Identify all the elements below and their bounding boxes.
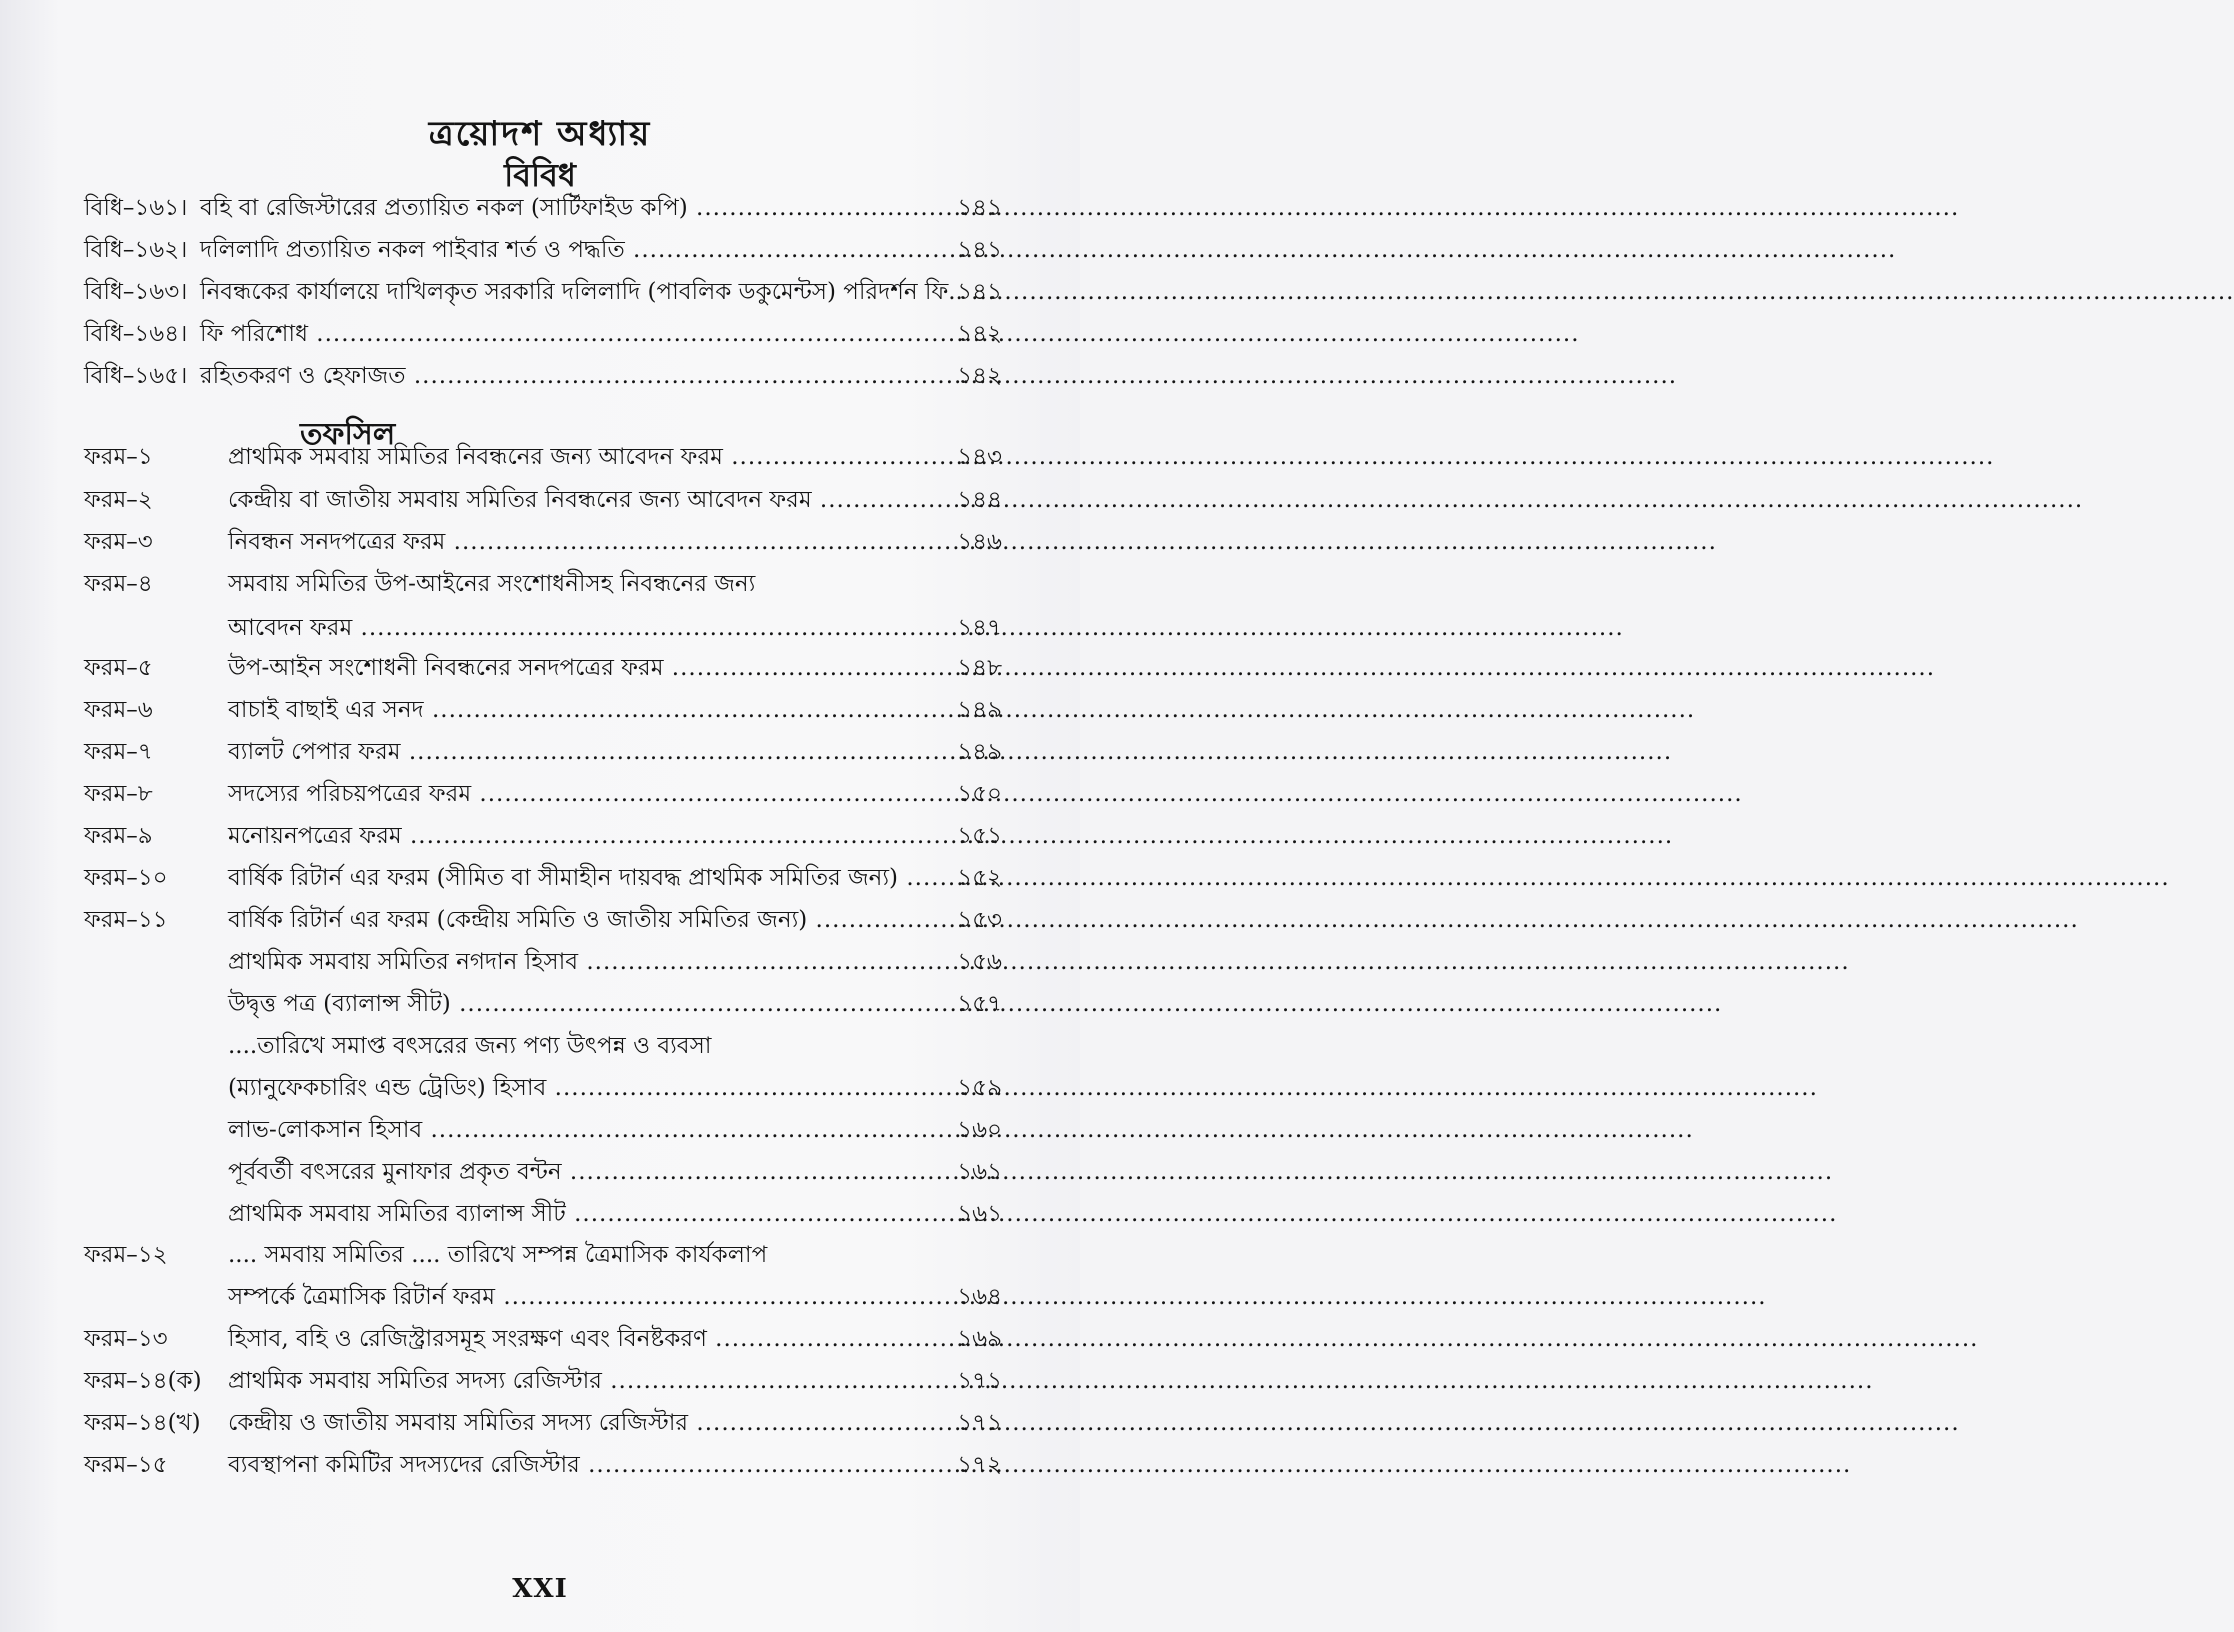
toc-entry (0, 1026, 1080, 1066)
toc-entry-page-number: ১৪২ (957, 321, 1002, 347)
toc-entry-page-number: ১৫০ (957, 781, 1002, 807)
toc-entry-title: ব্যবস্থাপনা কমিটির সদস্যদের রেজিস্টার ..... (228, 1445, 888, 1485)
toc-entry-title: প্রাথমিক সমবায় সমিতির সদস্য রেজিস্টার ..... (228, 1361, 888, 1401)
toc-entry-title: আবেদন ফরম ..... (228, 608, 888, 648)
toc-entry (0, 480, 1080, 520)
toc-entry-title: পূর্ববর্তী বৎসরের মুনাফার প্রকৃত বন্টন ..... (228, 1152, 888, 1192)
toc-entry (0, 522, 1080, 562)
toc-entry-page-number: ১৪৯ (957, 697, 1002, 723)
toc-entry-page-number: ১৬৪ (957, 1284, 1002, 1310)
toc-entry-page-number: ১৪৭ (957, 615, 1002, 641)
toc-entry-label: ফরম–১৩ (84, 1326, 168, 1352)
toc-entry (0, 272, 1080, 312)
toc-entry-title: হিসাব, বহি ও রেজিস্ট্রারসমূহ সংরক্ষণ এবং বিনষ্টকরণ ..... (228, 1319, 888, 1359)
toc-entry-label: ফরম–২ (84, 487, 153, 513)
toc-entry (0, 1445, 1080, 1485)
toc-entry-label: বিধি–১৬১। (84, 195, 188, 221)
toc-entry-title: প্রাথমিক সমবায় সমিতির নিবন্ধনের জন্য আবেদন ফরম ..... (228, 437, 888, 477)
toc-entry-title: সমবায় সমিতির উপ-আইনের সংশোধনীসহ নিবন্ধনের জন্য (228, 571, 756, 597)
toc-entry (0, 608, 1080, 648)
chapter-title: ত্রয়োদশ অধ্যায় (428, 114, 652, 154)
toc-entry-label: ফরম–১ (84, 444, 153, 470)
toc-entry-label: ফরম–১০ (84, 865, 168, 891)
schedule-title: তফসিল (300, 417, 396, 452)
toc-entry-title: .... সমবায় সমিতির .... তারিখে সম্পন্ন ত্রৈমাসিক কার্যকলাপ (228, 1242, 768, 1268)
toc-entry-page-number: ১৫৬ (957, 949, 1002, 975)
toc-entry-page-number: ১৫৩ (957, 907, 1002, 933)
toc-entry-title: (ম্যানুফেকচারিং এন্ড ট্রেডিং) হিসাব ..... (228, 1068, 888, 1108)
toc-entry-page-number: ১৬৯ (957, 1326, 1002, 1352)
toc-entry (0, 437, 1080, 477)
toc-entry-page-number: ১৪১ (957, 195, 1002, 221)
table-of-contents (0, 0, 1080, 1632)
page-number-footer: XXI (512, 1574, 568, 1604)
book-page (0, 0, 1080, 1632)
toc-entry-title: প্রাথমিক সমবায় সমিতির নগদান হিসাব ..... (228, 942, 888, 982)
toc-entry-title: ফি পরিশোধ ..... (200, 314, 860, 354)
toc-entry-title: দলিলাদি প্রত্যায়িত নকল পাইবার শর্ত ও পদ্ধতি ..... (200, 230, 860, 270)
toc-entry-title: কেন্দ্রীয় ও জাতীয় সমবায় সমিতির সদস্য রেজিস্টার ..... (228, 1403, 888, 1443)
toc-entry (0, 188, 1080, 228)
toc-entry (0, 1194, 1080, 1234)
toc-entry-page-number: ১৪৩ (957, 444, 1002, 470)
toc-entry-page-number: ১৪৮ (957, 655, 1002, 681)
toc-entry (0, 942, 1080, 982)
toc-entry-page-number: ১৬১ (957, 1201, 1002, 1227)
toc-entry-title: বাচাই বাছাই এর সনদ ..... (228, 690, 888, 730)
toc-entry (0, 690, 1080, 730)
toc-entry-page-number: ১৪২ (957, 363, 1002, 389)
toc-entry (0, 774, 1080, 814)
toc-entry-title: সম্পর্কে ত্রৈমাসিক রিটার্ন ফরম ..... (228, 1277, 888, 1317)
toc-entry (0, 1068, 1080, 1108)
toc-entry-title: ব্যালট পেপার ফরম ..... (228, 732, 888, 772)
toc-entry (0, 230, 1080, 270)
toc-entry-label: ফরম–৬ (84, 697, 153, 723)
toc-entry-page-number: ১৭২ (957, 1452, 1002, 1478)
toc-entry-label: ফরম–১৫ (84, 1452, 168, 1478)
toc-entry-label: ফরম–৭ (84, 739, 153, 765)
toc-entry-page-number: ১৪৬ (957, 529, 1002, 555)
toc-entry (0, 564, 1080, 604)
toc-entry (0, 984, 1080, 1024)
toc-entry-page-number: ১৬০ (957, 1117, 1002, 1143)
toc-entry-page-number: ১৫৯ (957, 1075, 1002, 1101)
toc-entry-page-number: ১৭১ (957, 1410, 1002, 1436)
toc-entry-page-number: ১৪৪ (957, 487, 1002, 513)
toc-entry-label: বিধি–১৬৩। (84, 279, 188, 305)
toc-entry-title: উদ্বৃত্ত পত্র (ব্যালান্স সীট) ..... (228, 984, 888, 1024)
toc-entry-label: বিধি–১৬২। (84, 237, 188, 263)
toc-entry-label: ফরম–১২ (84, 1242, 168, 1268)
toc-entry-title: নিবন্ধন সনদপত্রের ফরম ..... (228, 522, 888, 562)
toc-entry-title: কেন্দ্রীয় বা জাতীয় সমবায় সমিতির নিবন্ধনের জন্য আবেদন ফরম ..... (228, 480, 888, 520)
toc-entry-label: ফরম–৫ (84, 655, 153, 681)
toc-entry-label: ফরম–১১ (84, 907, 168, 933)
toc-entry-page-number: ১৭১ (957, 1368, 1002, 1394)
toc-entry-label: ফরম–৮ (84, 781, 153, 807)
toc-entry-label: বিধি–১৬৪। (84, 321, 188, 347)
toc-entry-label: ফরম–৪ (84, 571, 153, 597)
toc-entry (0, 900, 1080, 940)
toc-entry-label: ফরম–১৪(খ) (84, 1410, 201, 1436)
toc-entry-title: নিবন্ধকের কার্যালয়ে দাখিলকৃত সরকারি দলিলাদি (পাবলিক ডকুমেন্টস) পরিদর্শন ফি.. ..... (200, 272, 860, 312)
toc-entry-page-number: ১৫১ (957, 823, 1002, 849)
toc-entry (0, 648, 1080, 688)
toc-entry-page-number: ১৪১ (957, 279, 1002, 305)
toc-entry-title: রহিতকরণ ও হেফাজত ..... (200, 356, 860, 396)
toc-entry (0, 858, 1080, 898)
toc-entry-title: উপ-আইন সংশোধনী নিবন্ধনের সনদপত্রের ফরম ..... (228, 648, 888, 688)
toc-entry (0, 1277, 1080, 1317)
toc-entry (0, 1235, 1080, 1275)
toc-entry (0, 1110, 1080, 1150)
toc-entry-label: ফরম–৯ (84, 823, 153, 849)
toc-entry (0, 816, 1080, 856)
toc-entry (0, 1319, 1080, 1359)
toc-entry (0, 356, 1080, 396)
toc-entry-page-number: ১৪১ (957, 237, 1002, 263)
toc-entry-title: বার্ষিক রিটার্ন এর ফরম (সীমিত বা সীমাহীন দায়বদ্ধ প্রাথমিক সমিতির জন্য) ..... (228, 858, 888, 898)
toc-entry-label: বিধি–১৬৫। (84, 363, 188, 389)
toc-entry (0, 314, 1080, 354)
toc-entry-page-number: ১৫৭ (957, 991, 1002, 1017)
chapter-subtitle: বিবিধ (504, 156, 576, 194)
toc-entry-title: সদস্যের পরিচয়পত্রের ফরম ..... (228, 774, 888, 814)
toc-entry-title: বার্ষিক রিটার্ন এর ফরম (কেন্দ্রীয় সমিতি ও জাতীয় সমিতির জন্য) ..... (228, 900, 888, 940)
toc-entry (0, 1152, 1080, 1192)
toc-entry (0, 732, 1080, 772)
toc-entry-page-number: ১৬১ (957, 1159, 1002, 1185)
toc-entry-page-number: ১৫২ (957, 865, 1002, 891)
toc-entry-title: মনোয়নপত্রের ফরম ..... (228, 816, 888, 856)
toc-entry-label: ফরম–৩ (84, 529, 153, 555)
toc-entry (0, 1403, 1080, 1443)
toc-entry-title: বহি বা রেজিস্টারের প্রত্যায়িত নকল (সার্টিফাইড কপি) ..... (200, 188, 860, 228)
toc-entry-title: ....তারিখে সমাপ্ত বৎসরের জন্য পণ্য উৎপন্ন ও ব্যবসা (228, 1033, 712, 1059)
toc-entry (0, 1361, 1080, 1401)
toc-entry-label: ফরম–১৪(ক) (84, 1368, 202, 1394)
toc-entry-page-number: ১৪৯ (957, 739, 1002, 765)
toc-entry-title: লাভ-লোকসান হিসাব ..... (228, 1110, 888, 1150)
toc-entry-title: প্রাথমিক সমবায় সমিতির ব্যালান্স সীট ..... (228, 1194, 888, 1234)
